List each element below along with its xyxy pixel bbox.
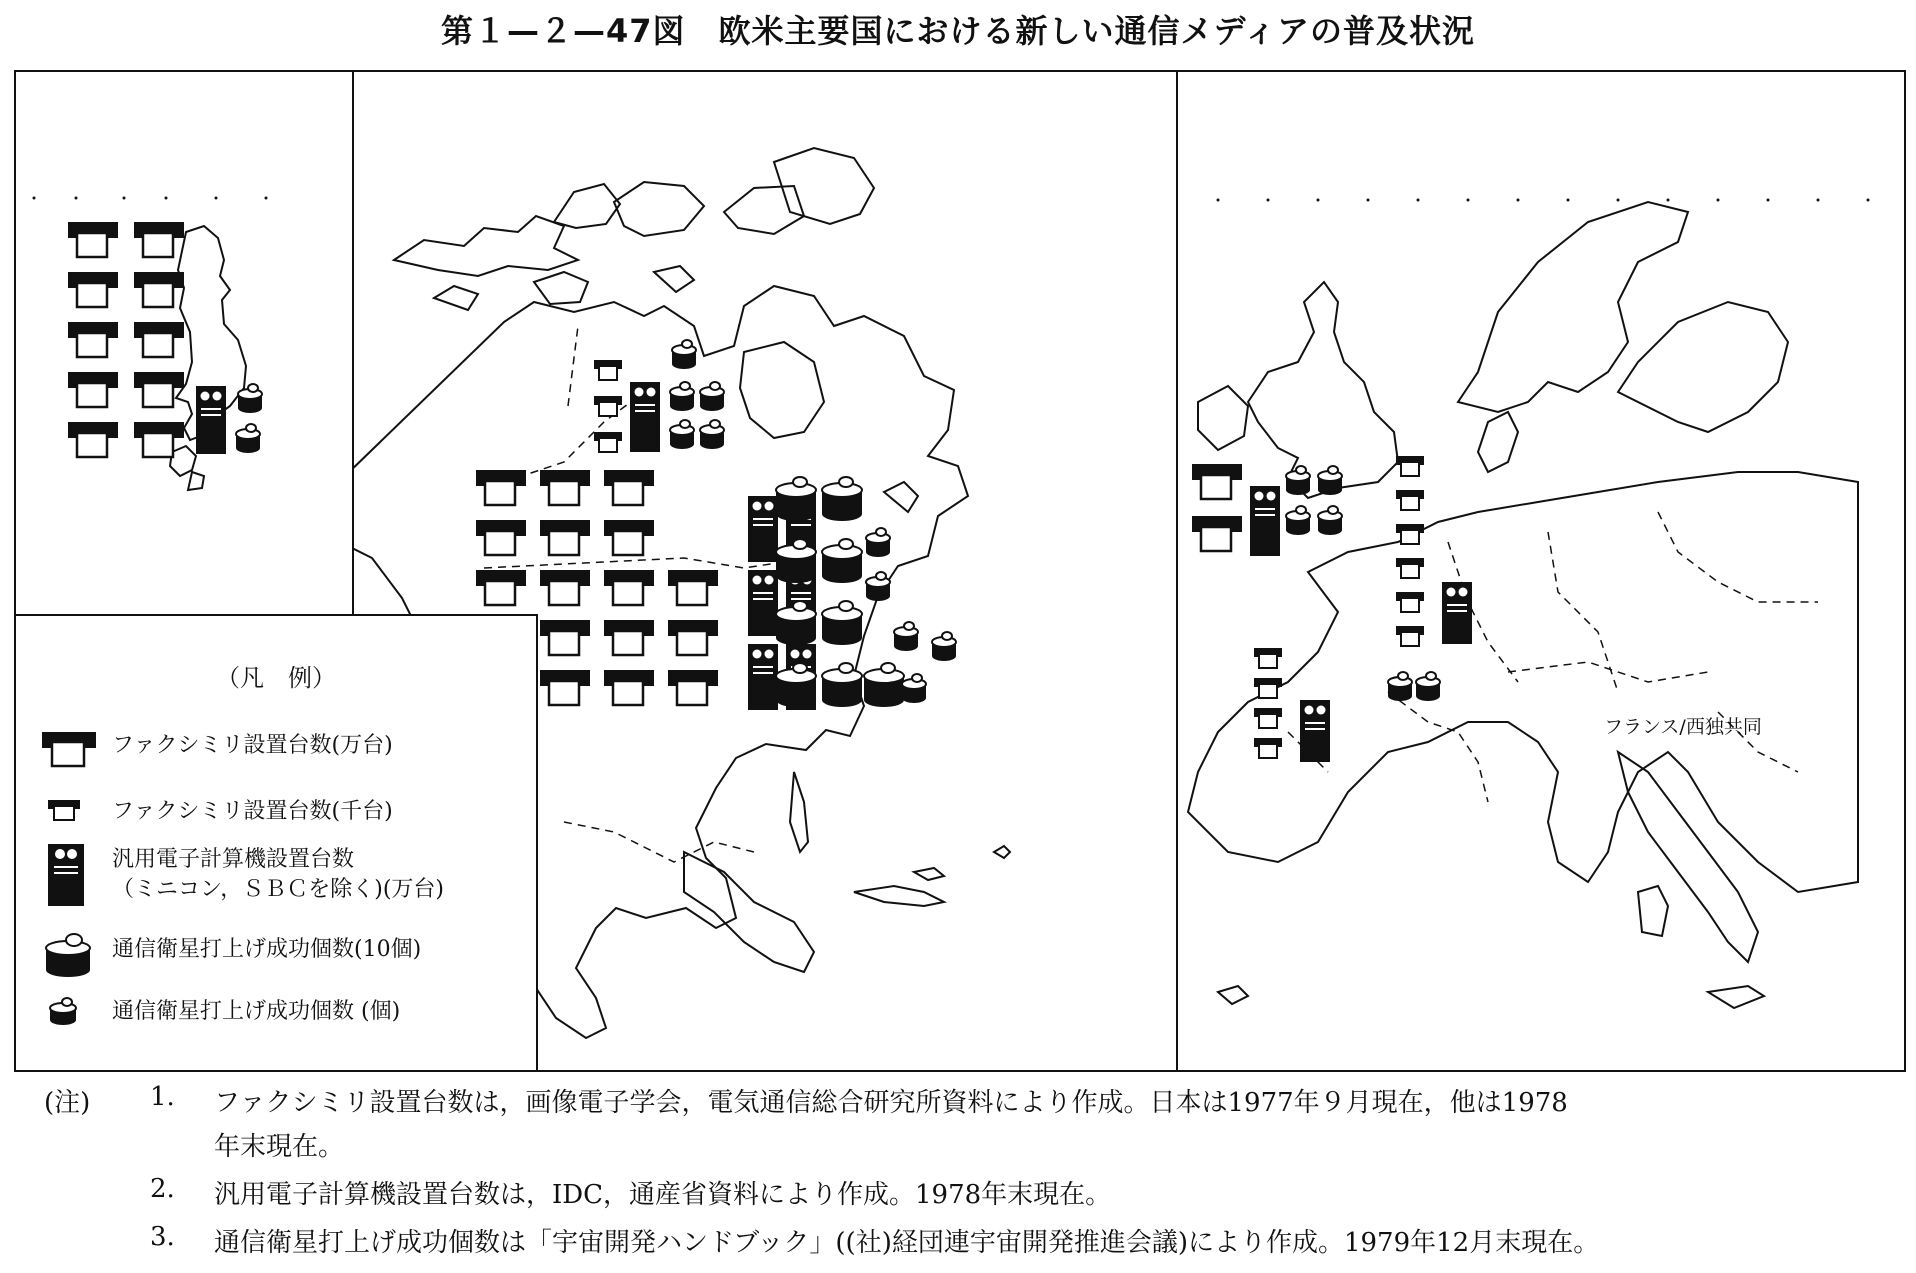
fax-small-icon [1396,626,1424,646]
satellite-small-icon [670,382,694,411]
satellite-small-icon [866,528,890,557]
fax-large-icon [68,272,118,307]
satellite-small-icon [670,420,694,449]
satellite-small-icon [866,572,890,601]
note-3-text: 通信衛星打上げ成功個数は「宇宙開発ハンドブック」((社)経団連宇宙開発推進会議)により作成。1979年12月末現在。 [214,1228,1600,1258]
fax-large-icon [134,222,184,257]
satellite-small-icon [894,622,918,651]
computer-icon [630,382,660,452]
fax-large-icon [540,470,590,505]
fax-small-icon [1254,738,1282,758]
fax-large-icon [134,272,184,307]
fax-large-icon [68,372,118,407]
satellite-small-icon [902,674,926,703]
fax-large-icon [540,670,590,705]
satellite-large-icon [40,932,100,978]
computer-icon [748,496,778,562]
satellite-small-icon [672,340,696,369]
europe-borders [1288,512,1818,802]
fax-large-icon [40,728,100,772]
fax-small-icon [594,432,622,452]
note-3-number: 3. [150,1222,175,1252]
note-1-number: 1. [150,1082,175,1112]
satellite-small-icon [700,420,724,449]
fax-small-icon [1396,490,1424,510]
legend-title: （凡 例） [216,664,336,692]
fax-large-icon [604,570,654,605]
fax-small-icon [1254,678,1282,698]
figure-title: 第１—２—47図 欧米主要国における新しい通信メディアの普及状況 [441,12,1475,50]
satellite-large-icon [822,477,862,521]
north-america-icons [476,340,956,710]
satellite-small-icon [932,632,956,661]
fax-large-icon [134,422,184,457]
fax-large-icon [476,570,526,605]
satellite-small-icon [1286,466,1310,495]
fax-large-icon [604,520,654,555]
fax-large-icon [668,570,718,605]
note-1-text: ファクシミリ設置台数は，画像電子学会，電気通信総合研究所資料により作成。日本は1977年９月現在，他は1978 [214,1088,1568,1118]
fax-large-icon [604,620,654,655]
satellite-large-icon [776,477,816,521]
fax-large-icon [540,570,590,605]
satellite-large-icon [864,663,904,707]
europe-map [1178,72,1904,1070]
fax-small-icon [1254,648,1282,668]
fax-large-icon [68,422,118,457]
fax-small-icon [594,360,622,380]
fax-large-icon [134,322,184,357]
computer-icon [1300,700,1330,762]
fax-small-icon [594,396,622,416]
fax-large-icon [604,670,654,705]
satellite-large-icon [822,539,862,583]
legend-panel: （凡 例） ファクシミリ設置台数(万台) ファクシミリ設置台数(千台) 汎用電子計算機設置台数 （ミニコン，ＳＢＣを除く)(万台) 通信衛星打上げ成功個数(10個) 通信衛星打上げ成功個数 (個) [14,614,538,1072]
fax-large-icon [476,470,526,505]
fax-small-icon [1396,524,1424,544]
fax-large-icon [1192,464,1242,499]
satellite-small-icon [1416,672,1440,701]
computer-icon [1442,582,1472,644]
fax-large-icon [134,372,184,407]
japan-icons [68,222,262,457]
computer-icon [40,842,100,908]
fax-small-icon [40,794,100,824]
satellite-small-icon [238,384,262,413]
france-west-germany-label: フランス/西独共同 [1604,716,1762,738]
fax-large-icon [668,620,718,655]
computer-icon [748,570,778,636]
satellite-small-icon [1318,466,1342,495]
fax-small-icon [1396,592,1424,612]
fax-large-icon [540,620,590,655]
note-2-number: 2. [150,1174,175,1204]
satellite-large-icon [822,601,862,645]
computer-icon [1250,486,1280,556]
satellite-small-icon [1286,506,1310,535]
satellite-small-icon [1388,672,1412,701]
fax-small-icon [1254,708,1282,728]
satellite-small-icon [236,424,260,453]
fax-large-icon [68,322,118,357]
fax-small-icon [1396,558,1424,578]
japan-panel [14,70,356,618]
satellite-small-icon [700,382,724,411]
note-1-text-cont: 年末現在。 [214,1132,345,1162]
computer-icon [748,644,778,710]
satellite-small-icon [40,994,100,1028]
fax-large-icon [68,222,118,257]
fax-large-icon [476,520,526,555]
note-2-text: 汎用電子計算機設置台数は，IDC，通産省資料により作成。1978年末現在。 [214,1180,1112,1210]
satellite-small-icon [1318,506,1342,535]
fax-large-icon [668,670,718,705]
fax-large-icon [604,470,654,505]
fax-large-icon [1192,516,1242,551]
notes-head: (注) [44,1088,91,1118]
fax-small-icon [1396,456,1424,476]
japan-map [16,72,354,616]
europe-coastline [1188,202,1858,1008]
computer-icon [196,386,226,454]
fax-large-icon [540,520,590,555]
europe-panel [1176,70,1906,1072]
